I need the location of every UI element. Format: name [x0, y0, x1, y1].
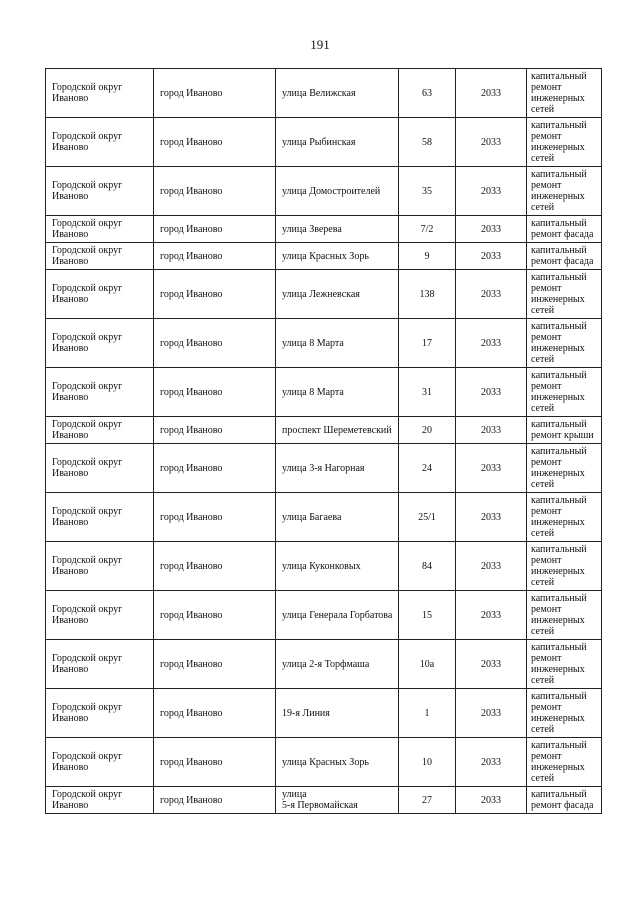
district-cell-text: Городской округ Иваново [52, 381, 123, 403]
house-number-cell [399, 591, 456, 640]
year-cell [456, 444, 527, 493]
year-cell [456, 542, 527, 591]
city-cell [154, 417, 276, 444]
year-cell-text: 2033 [481, 223, 501, 235]
work-type-cell-text: капитальный ремонт фасада [531, 218, 594, 240]
district-cell-text: Городской округ Иваново [52, 283, 123, 305]
house-number-cell-text: 17 [422, 337, 432, 349]
house-number-cell-text: 20 [422, 424, 432, 436]
house-number-cell-text: 31 [422, 386, 432, 398]
city-cell-text: город Иваново [160, 87, 223, 99]
year-cell [456, 368, 527, 417]
work-type-cell-text: капитальный ремонт инженерных сетей [531, 495, 587, 539]
year-cell [456, 270, 527, 319]
table-row [46, 689, 602, 738]
street-cell [276, 591, 399, 640]
house-number-cell [399, 640, 456, 689]
city-cell [154, 69, 276, 118]
street-cell-text: улица 2-я Торфмаша [282, 658, 370, 670]
city-cell [154, 689, 276, 738]
district-cell-text: Городской округ Иваново [52, 218, 123, 240]
table-row [46, 444, 602, 493]
city-cell [154, 243, 276, 270]
table-row [46, 417, 602, 444]
street-cell-text: улица Домостроителей [282, 185, 381, 197]
work-type-cell-text: капитальный ремонт фасада [531, 789, 594, 811]
city-cell [154, 444, 276, 493]
city-cell-text: город Иваново [160, 136, 223, 148]
city-cell-text: город Иваново [160, 511, 223, 523]
city-cell-text: город Иваново [160, 424, 223, 436]
street-cell-text: улица 3-я Нагорная [282, 462, 365, 474]
house-number-cell [399, 417, 456, 444]
street-cell-text: улица Багаева [282, 511, 342, 523]
table-row [46, 270, 602, 319]
table-row [46, 640, 602, 689]
table-row [46, 118, 602, 167]
district-cell-text: Городской округ Иваново [52, 751, 123, 773]
work-type-cell [527, 444, 602, 493]
street-cell [276, 319, 399, 368]
district-cell-text: Городской округ Иваново [52, 702, 123, 724]
street-cell-text: 19-я Линия [282, 707, 330, 719]
table-row [46, 69, 602, 118]
work-type-cell [527, 368, 602, 417]
district-cell [46, 368, 154, 417]
street-cell-text: улица Генерала Горбатова [282, 609, 393, 621]
street-cell-text: улица Рыбинская [282, 136, 356, 148]
city-cell-text: город Иваново [160, 288, 223, 300]
year-cell [456, 319, 527, 368]
district-cell [46, 167, 154, 216]
street-cell-text: улица Зверева [282, 223, 342, 235]
work-type-cell [527, 319, 602, 368]
year-cell [456, 591, 527, 640]
work-type-cell [527, 591, 602, 640]
house-number-cell [399, 167, 456, 216]
street-cell [276, 69, 399, 118]
street-cell [276, 738, 399, 787]
year-cell-text: 2033 [481, 386, 501, 398]
house-number-cell [399, 493, 456, 542]
work-type-cell [527, 787, 602, 814]
street-cell [276, 417, 399, 444]
city-cell-text: город Иваново [160, 658, 223, 670]
house-number-cell-text: 27 [422, 794, 432, 806]
house-number-cell-text: 24 [422, 462, 432, 474]
table-body [46, 69, 602, 814]
work-type-cell-text: капитальный ремонт инженерных сетей [531, 120, 587, 164]
year-cell-text: 2033 [481, 424, 501, 436]
street-cell-text: проспект Шереметевский [282, 424, 392, 436]
street-cell [276, 167, 399, 216]
work-type-cell [527, 738, 602, 787]
work-type-cell [527, 243, 602, 270]
city-cell [154, 591, 276, 640]
year-cell-text: 2033 [481, 288, 501, 300]
work-type-cell-text: капитальный ремонт инженерных сетей [531, 169, 587, 213]
district-cell [46, 542, 154, 591]
repair-schedule-table [45, 68, 602, 814]
district-cell [46, 493, 154, 542]
year-cell [456, 243, 527, 270]
house-number-cell-text: 15 [422, 609, 432, 621]
district-cell-text: Городской округ Иваново [52, 555, 123, 577]
year-cell [456, 640, 527, 689]
year-cell-text: 2033 [481, 250, 501, 262]
year-cell-text: 2033 [481, 658, 501, 670]
table-row [46, 368, 602, 417]
district-cell [46, 118, 154, 167]
house-number-cell-text: 84 [422, 560, 432, 572]
work-type-cell [527, 270, 602, 319]
street-cell [276, 270, 399, 319]
work-type-cell-text: капитальный ремонт инженерных сетей [531, 71, 587, 115]
work-type-cell-text: капитальный ремонт инженерных сетей [531, 446, 587, 490]
year-cell [456, 167, 527, 216]
work-type-cell-text: капитальный ремонт инженерных сетей [531, 321, 587, 365]
house-number-cell-text: 25/1 [418, 511, 436, 523]
district-cell [46, 444, 154, 493]
street-cell [276, 493, 399, 542]
district-cell [46, 319, 154, 368]
house-number-cell-text: 58 [422, 136, 432, 148]
street-cell [276, 640, 399, 689]
district-cell [46, 591, 154, 640]
city-cell [154, 738, 276, 787]
street-cell [276, 444, 399, 493]
street-cell [276, 216, 399, 243]
city-cell [154, 270, 276, 319]
district-cell [46, 270, 154, 319]
district-cell [46, 640, 154, 689]
district-cell-text: Городской округ Иваново [52, 332, 123, 354]
work-type-cell [527, 493, 602, 542]
house-number-cell [399, 118, 456, 167]
district-cell [46, 689, 154, 738]
district-cell-text: Городской округ Иваново [52, 506, 123, 528]
house-number-cell [399, 542, 456, 591]
district-cell-text: Городской округ Иваново [52, 789, 123, 811]
district-cell-text: Городской округ Иваново [52, 653, 123, 675]
district-cell [46, 787, 154, 814]
city-cell-text: город Иваново [160, 250, 223, 262]
house-number-cell [399, 689, 456, 738]
work-type-cell [527, 69, 602, 118]
house-number-cell-text: 10а [419, 658, 435, 670]
district-cell-text: Городской округ Иваново [52, 131, 123, 153]
city-cell-text: город Иваново [160, 560, 223, 572]
year-cell-text: 2033 [481, 511, 501, 523]
house-number-cell-text: 63 [422, 87, 432, 99]
table-row [46, 787, 602, 814]
work-type-cell-text: капитальный ремонт инженерных сетей [531, 740, 587, 784]
work-type-cell-text: капитальный ремонт инженерных сетей [531, 370, 587, 414]
city-cell-text: город Иваново [160, 386, 223, 398]
district-cell-text: Городской округ Иваново [52, 245, 123, 267]
district-cell [46, 738, 154, 787]
year-cell-text: 2033 [481, 87, 501, 99]
house-number-cell [399, 787, 456, 814]
street-cell-text: улица 8 Марта [282, 386, 344, 398]
year-cell [456, 493, 527, 542]
year-cell-text: 2033 [481, 462, 501, 474]
street-cell [276, 118, 399, 167]
house-number-cell [399, 368, 456, 417]
street-cell [276, 368, 399, 417]
year-cell [456, 216, 527, 243]
table-row [46, 243, 602, 270]
year-cell-text: 2033 [481, 609, 501, 621]
house-number-cell-text: 9 [424, 250, 430, 262]
district-cell-text: Городской округ Иваново [52, 419, 123, 441]
house-number-cell-text: 35 [422, 185, 432, 197]
year-cell-text: 2033 [481, 707, 501, 719]
street-cell-text: улица Красных Зорь [282, 250, 369, 262]
district-cell-text: Городской округ Иваново [52, 180, 123, 202]
table-row [46, 216, 602, 243]
work-type-cell [527, 640, 602, 689]
work-type-cell-text: капитальный ремонт инженерных сетей [531, 642, 587, 686]
street-cell-text: улица Красных Зорь [282, 756, 369, 768]
district-cell-text: Городской округ Иваново [52, 82, 123, 104]
city-cell [154, 787, 276, 814]
year-cell [456, 738, 527, 787]
city-cell-text: город Иваново [160, 707, 223, 719]
house-number-cell [399, 216, 456, 243]
district-cell [46, 69, 154, 118]
street-cell-text: улица 5-я Первомайская [282, 789, 358, 811]
street-cell [276, 542, 399, 591]
house-number-cell [399, 444, 456, 493]
year-cell [456, 118, 527, 167]
house-number-cell [399, 243, 456, 270]
work-type-cell [527, 417, 602, 444]
city-cell [154, 167, 276, 216]
table-row [46, 167, 602, 216]
street-cell [276, 689, 399, 738]
year-cell-text: 2033 [481, 794, 501, 806]
city-cell [154, 493, 276, 542]
work-type-cell-text: капитальный ремонт инженерных сетей [531, 544, 587, 588]
work-type-cell-text: капитальный ремонт инженерных сетей [531, 272, 587, 316]
house-number-cell-text: 10 [422, 756, 432, 768]
city-cell-text: город Иваново [160, 223, 223, 235]
house-number-cell [399, 738, 456, 787]
year-cell [456, 69, 527, 118]
year-cell-text: 2033 [481, 756, 501, 768]
city-cell-text: город Иваново [160, 462, 223, 474]
house-number-cell-text: 1 [424, 707, 430, 719]
street-cell-text: улица Велижская [282, 87, 356, 99]
city-cell-text: город Иваново [160, 794, 223, 806]
page-number: 191 [310, 37, 330, 52]
street-cell-text: улица 8 Марта [282, 337, 344, 349]
table-row [46, 319, 602, 368]
city-cell-text: город Иваново [160, 185, 223, 197]
year-cell [456, 417, 527, 444]
street-cell-text: улица Куконковых [282, 560, 361, 572]
district-cell [46, 243, 154, 270]
city-cell [154, 118, 276, 167]
district-cell [46, 216, 154, 243]
work-type-cell [527, 167, 602, 216]
table-row [46, 591, 602, 640]
city-cell-text: город Иваново [160, 337, 223, 349]
street-cell [276, 243, 399, 270]
year-cell [456, 689, 527, 738]
table-row [46, 542, 602, 591]
work-type-cell [527, 689, 602, 738]
street-cell-text: улица Лежневская [282, 288, 360, 300]
city-cell-text: город Иваново [160, 609, 223, 621]
year-cell-text: 2033 [481, 560, 501, 572]
city-cell [154, 216, 276, 243]
house-number-cell-text: 7/2 [420, 223, 434, 235]
work-type-cell [527, 216, 602, 243]
year-cell-text: 2033 [481, 185, 501, 197]
street-cell [276, 787, 399, 814]
year-cell [456, 787, 527, 814]
house-number-cell [399, 270, 456, 319]
city-cell-text: город Иваново [160, 756, 223, 768]
work-type-cell-text: капитальный ремонт инженерных сетей [531, 593, 587, 637]
work-type-cell-text: капитальный ремонт инженерных сетей [531, 691, 587, 735]
district-cell-text: Городской округ Иваново [52, 604, 123, 626]
city-cell [154, 542, 276, 591]
house-number-cell [399, 319, 456, 368]
work-type-cell-text: капитальный ремонт крыши [531, 419, 594, 441]
district-cell [46, 417, 154, 444]
city-cell [154, 640, 276, 689]
year-cell-text: 2033 [481, 136, 501, 148]
house-number-cell-text: 138 [419, 288, 435, 300]
city-cell [154, 319, 276, 368]
work-type-cell [527, 118, 602, 167]
work-type-cell [527, 542, 602, 591]
house-number-cell [399, 69, 456, 118]
city-cell [154, 368, 276, 417]
table-row [46, 738, 602, 787]
district-cell-text: Городской округ Иваново [52, 457, 123, 479]
table-row [46, 493, 602, 542]
work-type-cell-text: капитальный ремонт фасада [531, 245, 594, 267]
year-cell-text: 2033 [481, 337, 501, 349]
